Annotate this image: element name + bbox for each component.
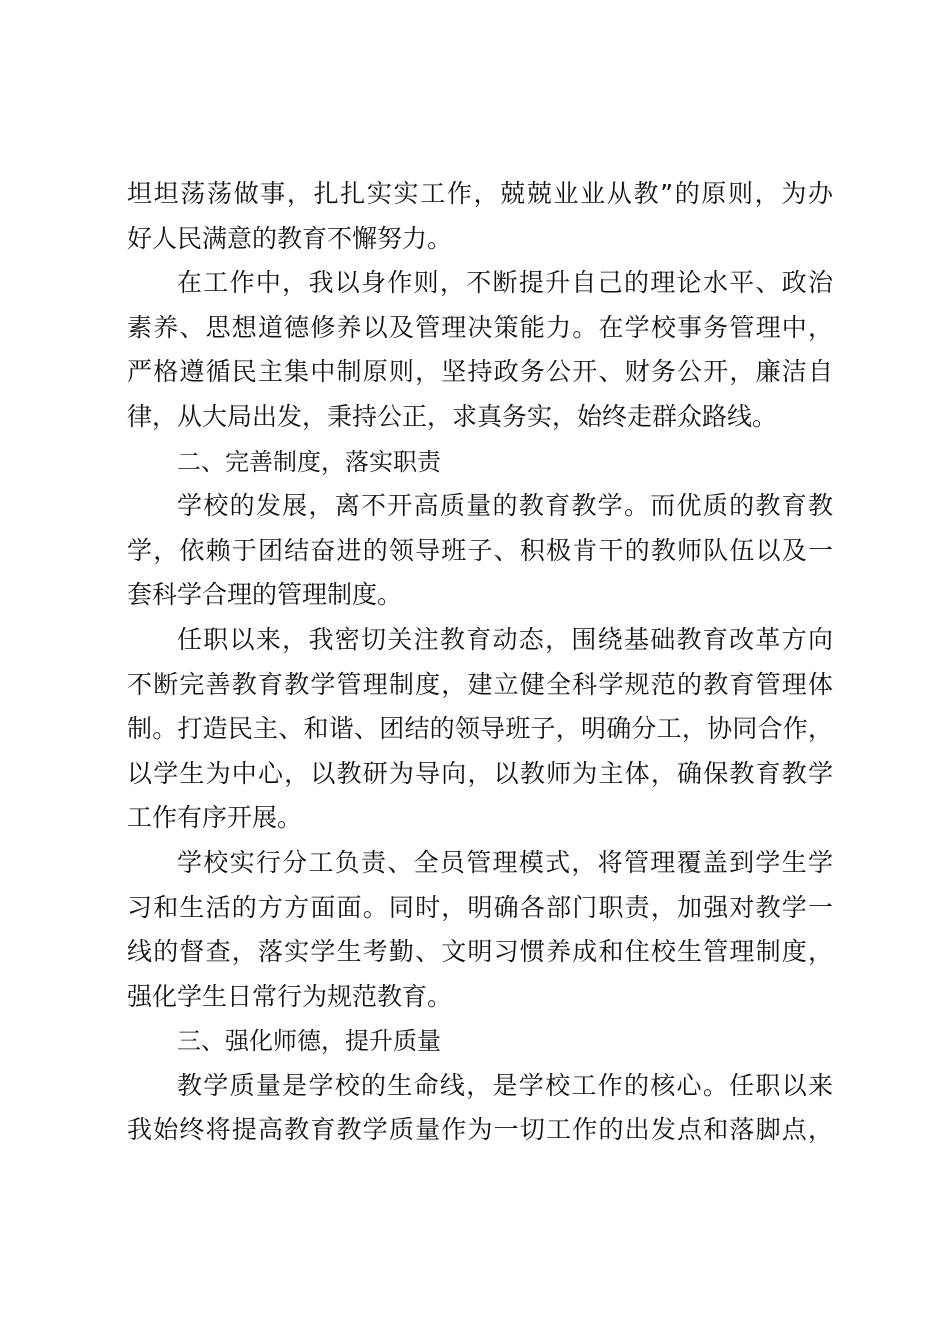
paragraph-first-line: 在工作中，我以身作则，不断提升自己的理论水平、政治: [177, 268, 833, 298]
document-body: [127, 172, 833, 1153]
text-line: 线的督查，落实学生考勤、文明习惯养成和住校生管理制度，: [127, 937, 833, 967]
text-line: 工作有序开展。: [127, 803, 303, 833]
paragraph-first-line: 任职以来，我密切关注教育动态，围绕基础教育改革方向: [177, 624, 833, 654]
section-heading: 三、强化师德，提升质量: [177, 1027, 441, 1056]
text-line: 制。打造民主、和谐、团结的领导班子，明确分工，协同合作，: [127, 714, 833, 744]
text-line: 不断完善教育教学管理制度，建立健全科学规范的教育管理体: [127, 669, 833, 699]
text-line: 律，从大局出发，秉持公正，求真务实，始终走群众路线。: [127, 401, 778, 431]
text-line: 素养、思想道德修养以及管理决策能力。在学校事务管理中，: [127, 312, 833, 342]
text-line: 习和生活的方方面面。同时，明确各部门职责，加强对教学一: [127, 892, 833, 922]
text-line: 套科学合理的管理制度。: [127, 580, 403, 610]
section-heading: 二、完善制度，落实职责: [177, 447, 441, 476]
text-line: 坦坦荡荡做事，扎扎实实工作，兢兢业业从教”的原则，为办: [127, 179, 833, 208]
text-line: 学，依赖于团结奋进的领导班子、积极肯干的教师队伍以及一: [127, 535, 833, 565]
text-line: 强化学生日常行为规范教育。: [127, 981, 453, 1011]
text-line: 严格遵循民主集中制原则，坚持政务公开、财务公开，廉洁自: [127, 357, 833, 387]
text-line: 以学生为中心，以教研为导向，以教师为主体，确保教育教学: [127, 758, 833, 788]
text-line: 我始终将提高教育教学质量作为一切工作的出发点和落脚点，: [127, 1115, 833, 1145]
paragraph-first-line: 学校的发展，离不开高质量的教育教学。而优质的教育教: [177, 491, 833, 521]
text-line: 好人民满意的教育不懈努力。: [127, 223, 453, 253]
paragraph-first-line: 学校实行分工负责、全员管理模式，将管理覆盖到学生学: [177, 847, 833, 877]
paragraph-first-line: 教学质量是学校的生命线，是学校工作的核心。任职以来: [177, 1070, 833, 1100]
